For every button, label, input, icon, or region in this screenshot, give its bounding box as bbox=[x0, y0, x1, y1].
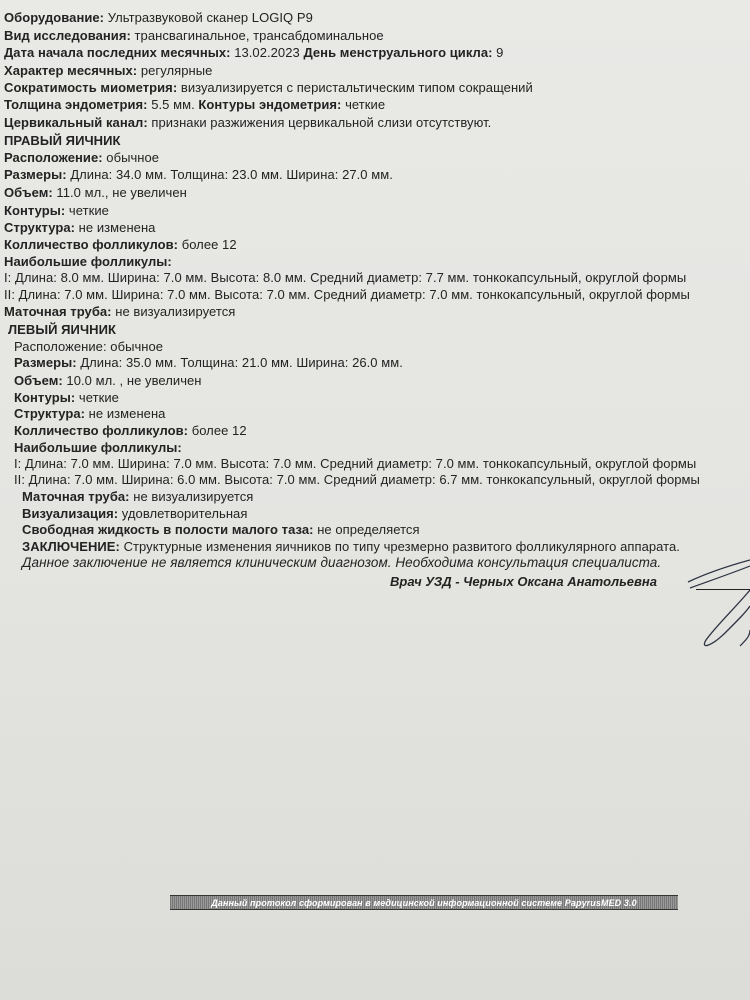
left-follicle-count-line: Колличество фолликулов: более 12 bbox=[14, 423, 247, 438]
right-location-line: Расположение: обычное bbox=[4, 150, 160, 165]
footer-text: Данный протокол сформирован в медицинской информационной системе PapyrusMED 3.0 bbox=[211, 897, 637, 908]
right-tube-line: Маточная труба: не визуализируется bbox=[4, 304, 236, 319]
left-ovary-heading: ЛЕВЫЙ ЯИЧНИК bbox=[8, 322, 116, 337]
last-period-line: Дата начала последних месячных: 13.02.2023 День менструального цикла: 9 bbox=[4, 45, 504, 60]
footer-banner bbox=[170, 895, 678, 910]
right-size-line: Размеры: Длина: 34.0 мм. Толщина: 23.0 мм. Ширина: 27.0 мм. bbox=[4, 167, 393, 182]
left-largest-follicles-line: Наибольшие фолликулы: bbox=[14, 440, 182, 455]
left-structure-line: Структура: не изменена bbox=[14, 406, 166, 421]
right-contour-line: Контуры: четкие bbox=[4, 203, 109, 218]
right-volume-line: Объем: 11.0 мл., не увеличен bbox=[4, 185, 187, 200]
conclusion-line: ЗАКЛЮЧЕНИЕ: Структурные изменения яичников по типу чрезмерно развитого фолликулярного аппарата. bbox=[22, 539, 680, 554]
exam-type-line: Вид исследования: трансвагинальное, трансабдоминальное bbox=[4, 28, 384, 43]
right-follicle-2-line: II: Длина: 7.0 мм. Ширина: 7.0 мм. Высота: 7.0 мм. Средний диаметр: 7.0 мм. тонкокапсульный, округлой формы bbox=[4, 287, 690, 302]
disclaimer-line: Данное заключение не является клиническим диагнозом. Необходима консультация специалиста. bbox=[22, 555, 662, 570]
right-structure-line: Структура: не изменена bbox=[4, 220, 156, 235]
left-tube-line: Маточная труба: не визуализируется bbox=[22, 489, 254, 504]
right-largest-follicles-line: Наибольшие фолликулы: bbox=[4, 254, 172, 269]
right-follicle-count-line: Колличество фолликулов: более 12 bbox=[4, 237, 237, 252]
right-follicle-1-line: I: Длина: 8.0 мм. Ширина: 7.0 мм. Высота: 8.0 мм. Средний диаметр: 7.7 мм. тонкокапсульный, округлой формы bbox=[4, 270, 687, 285]
endometrium-line: Толщина эндометрия: 5.5 мм. Контуры эндометрия: четкие bbox=[4, 97, 386, 112]
visualization-line: Визуализация: удовлетворительная bbox=[22, 506, 248, 521]
left-follicle-1-line: I: Длина: 7.0 мм. Ширина: 7.0 мм. Высота: 7.0 мм. Средний диаметр: 7.0 мм. тонкокапсульный, округлой формы bbox=[14, 456, 697, 471]
left-follicle-2-line: II: Длина: 7.0 мм. Ширина: 6.0 мм. Высота: 7.0 мм. Средний диаметр: 6.7 мм. тонкокапсульный, округлой формы bbox=[14, 472, 700, 487]
cervical-canal-line: Цервикальный канал: признаки разжижения цервикальной слизи отсутствуют. bbox=[4, 115, 492, 130]
left-volume-line: Объем: 10.0 мл. , не увеличен bbox=[14, 373, 202, 388]
left-size-line: Размеры: Длина: 35.0 мм. Толщина: 21.0 мм. Ширина: 26.0 мм. bbox=[14, 355, 403, 370]
right-ovary-heading: ПРАВЫЙ ЯИЧНИК bbox=[4, 133, 121, 148]
doctor-signature-text: Врач УЗД - Черных Оксана Анатольевна bbox=[390, 574, 657, 589]
period-type-line: Характер месячных: регулярные bbox=[4, 63, 213, 78]
signature-line bbox=[696, 589, 750, 590]
equipment-line: Оборудование: Ультразвуковой сканер LOGIQ P9 bbox=[4, 10, 313, 25]
myometrium-line: Сократимость миометрия: визуализируется с перистальтическим типом сокращений bbox=[4, 80, 533, 95]
left-contour-line: Контуры: четкие bbox=[14, 390, 119, 405]
free-fluid-line: Свободная жидкость в полости малого таза: не определяется bbox=[22, 522, 420, 537]
left-location-line: Расположение: обычное bbox=[14, 339, 164, 354]
